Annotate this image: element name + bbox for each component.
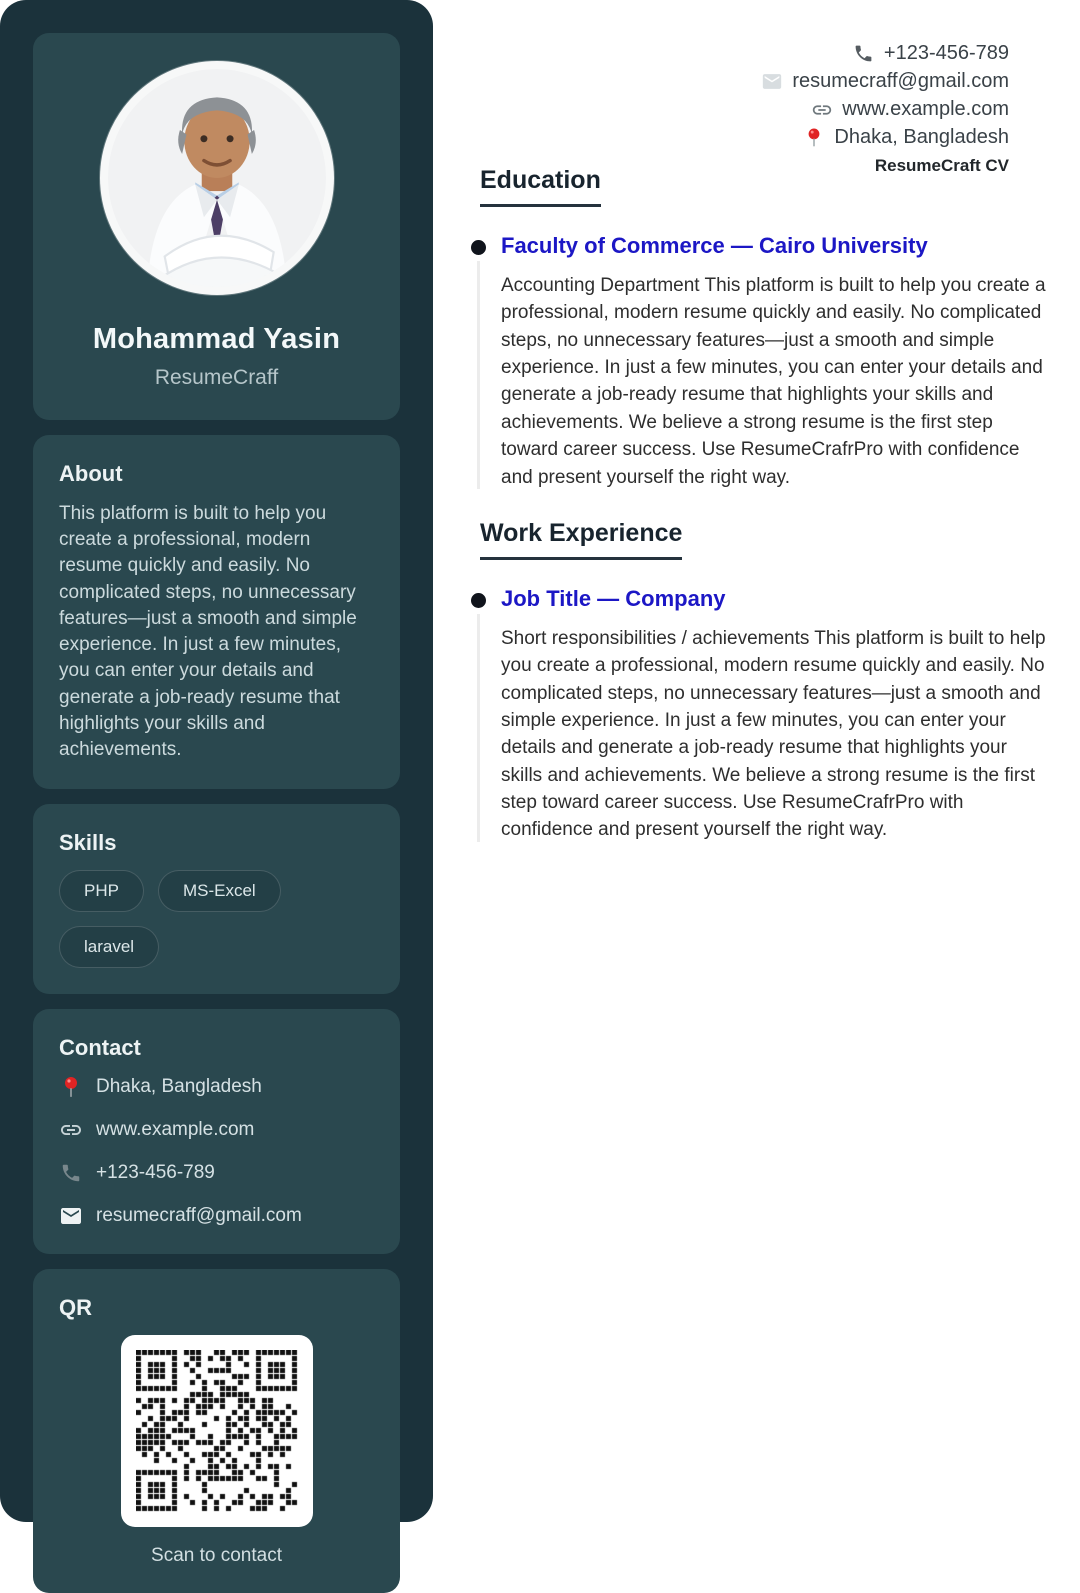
skill-chip: MS-Excel [158, 870, 281, 912]
qr-caption: Scan to contact [151, 1545, 282, 1567]
header-contact [761, 42, 1009, 176]
qr-heading: QR [59, 1295, 92, 1321]
skill-chip: laravel [59, 926, 159, 968]
section-heading: Work Experience [480, 519, 682, 560]
link-icon [59, 1118, 83, 1142]
section-work-experience [480, 519, 1046, 844]
timeline-line [477, 614, 480, 842]
about-text: This platform is built to help you create a professional, modern resume quickly and easily. No complicated steps, no unnecessary features—just a smooth and simple experience. In just a few minutes, you can enter your details and generate a job-ready resume that highlights your skills and achievements. [59, 503, 357, 760]
person-subtitle: ResumeCraff [154, 366, 279, 389]
sidebar [0, 0, 433, 1567]
entry-title: Job Title — Company [501, 585, 726, 611]
about-card [33, 435, 400, 789]
phone-icon [853, 43, 875, 65]
profile-photo [100, 61, 334, 295]
header-phone-label[interactable]: +123-456-789 [883, 42, 1009, 64]
entry-title: Faculty of Commerce — Cairo University [501, 233, 928, 258]
bullet-marker [471, 593, 486, 608]
profile-photo-illustration [108, 69, 326, 287]
contact-label: Dhaka, Bangladesh [96, 1076, 262, 1098]
link-icon [811, 99, 833, 121]
contact-card [33, 1009, 400, 1254]
profile-card [33, 33, 400, 420]
header-website-label[interactable]: www.example.com [842, 98, 1009, 120]
contact-row-phone[interactable] [59, 1161, 374, 1185]
phone-icon [59, 1161, 83, 1185]
contact-row-website[interactable] [59, 1118, 374, 1142]
skills-heading: Skills [59, 830, 117, 856]
contact-label[interactable]: +123-456-789 [96, 1162, 215, 1184]
header-website[interactable] [761, 98, 1009, 121]
email-icon [59, 1204, 83, 1228]
section-heading: Education [480, 166, 601, 207]
header-email-label[interactable]: resumecraff@gmail.com [792, 70, 1009, 92]
education-entry [480, 233, 1046, 491]
skills-card [33, 804, 400, 994]
section-education [480, 166, 1046, 491]
about-heading: About [59, 461, 123, 486]
skill-chip: PHP [59, 870, 144, 912]
header-location-label: Dhaka, Bangladesh [834, 126, 1009, 148]
contact-row-email[interactable] [59, 1204, 374, 1228]
email-icon [761, 71, 783, 93]
header-location [761, 126, 1009, 149]
bullet-marker [471, 240, 486, 255]
contact-heading: Contact [59, 1035, 141, 1061]
contact-label[interactable]: resumecraff@gmail.com [96, 1205, 302, 1227]
qr-code [121, 1335, 313, 1527]
location-pin-icon [59, 1075, 83, 1099]
header-email[interactable] [761, 70, 1009, 93]
qr-card [33, 1269, 400, 1593]
main-content [480, 166, 1046, 872]
entry-body: Accounting Department This platform is built to help you create a professional, modern resume quickly and easily. No complicated steps, no unnecessary features—just a smooth and simple experience. In just a few minutes, you can enter your details and generate a job-ready resume that highlights your skills and achievements. We believe a strong resume is the first step toward career success. Use ResumeCrafrPro with confidence and present yourself the right way. [501, 275, 1046, 488]
person-name: Mohammad Yasin [92, 323, 341, 355]
timeline-line [477, 261, 480, 489]
contact-label[interactable]: www.example.com [96, 1119, 255, 1141]
contact-row-location [59, 1075, 374, 1099]
work-entry [480, 586, 1046, 844]
brand-label: ResumeCraft CV [874, 156, 1009, 175]
qr-code-image [136, 1350, 298, 1512]
contact-list [59, 1075, 374, 1228]
entry-body: Short responsibilities / achievements This platform is built to help you create a professional, modern resume quickly and easily. No complicated steps, no unnecessary features—just a smooth and simple experience. In just a few minutes, you can enter your details and generate a job-ready resume that highlights your skills and achievements. We believe a strong resume is the first step toward career success. Use ResumeCrafrPro with confidence and present yourself the right way. [501, 627, 1046, 841]
header-phone[interactable] [761, 42, 1009, 65]
skills-list [59, 870, 374, 968]
location-pin-icon [803, 127, 825, 149]
